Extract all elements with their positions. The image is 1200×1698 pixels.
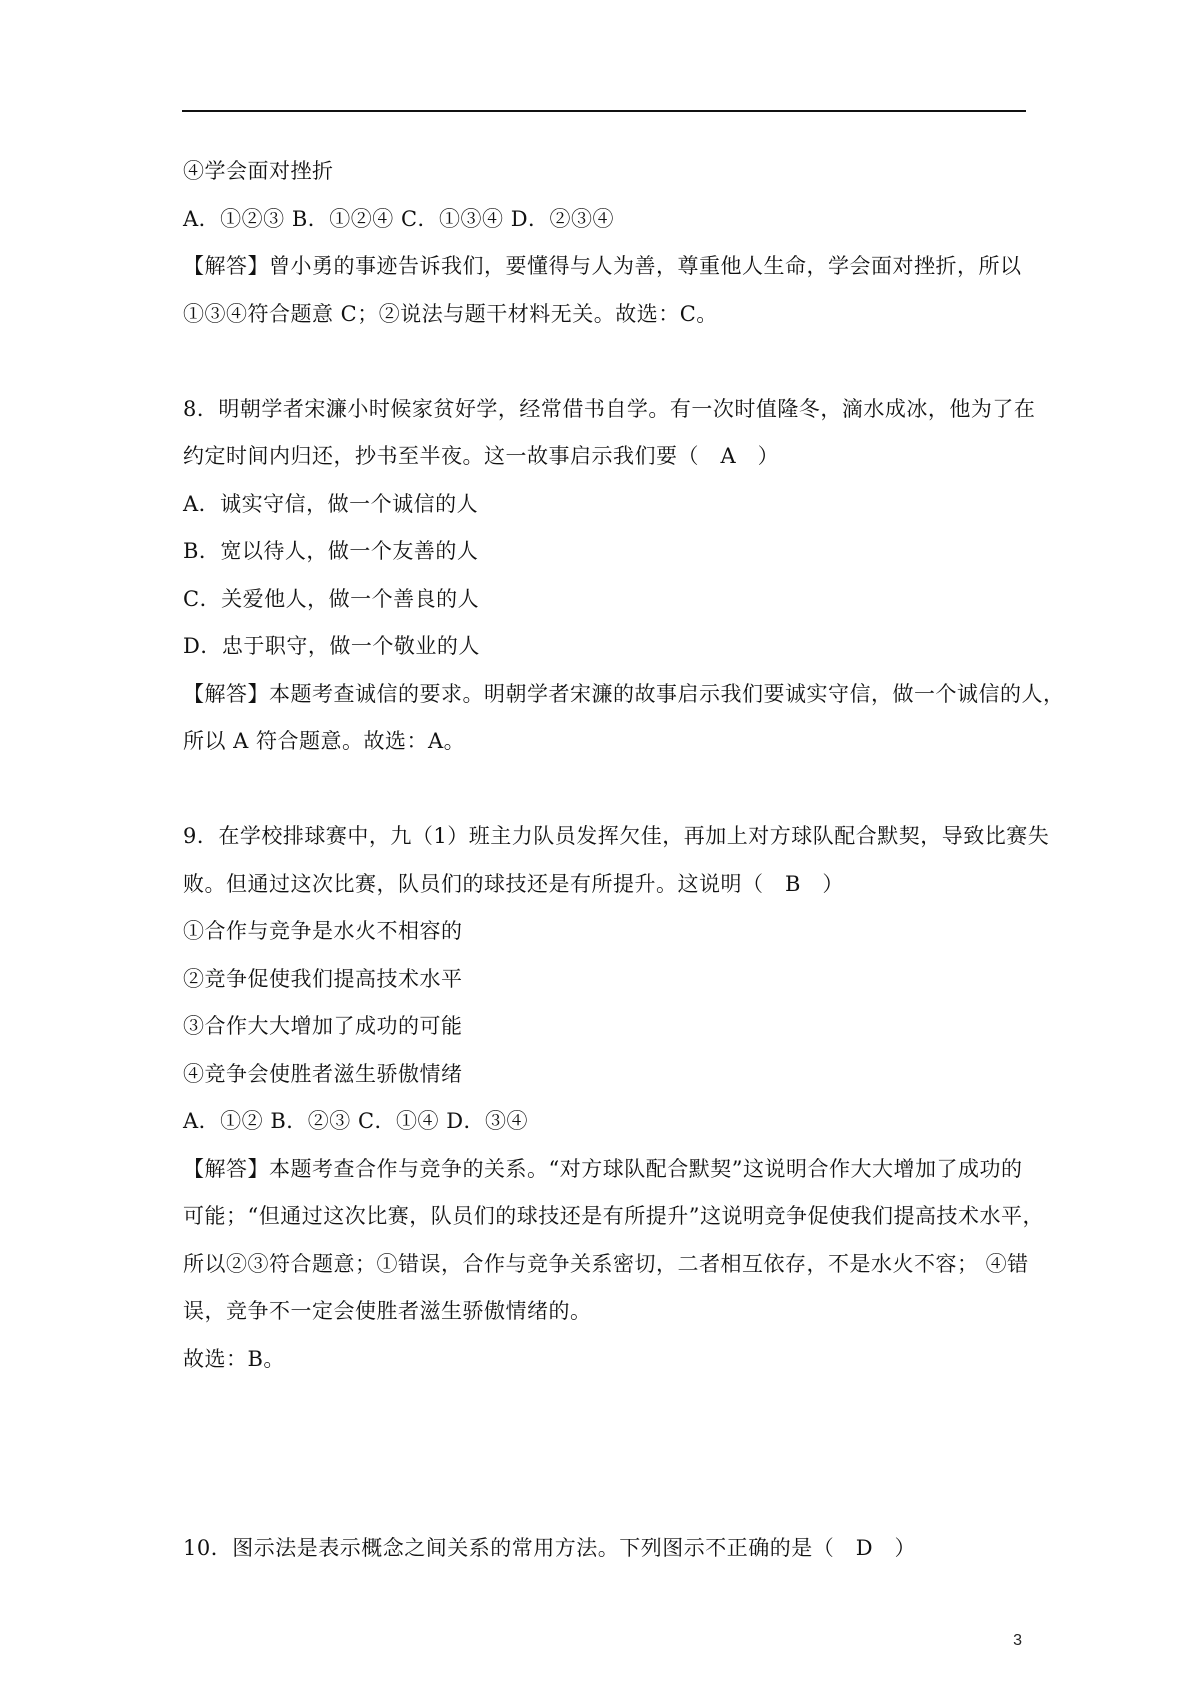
q9-stem-line-1: 9．在学校排球赛中，九（1）班主力队员发挥欠佳，再加上对方球队配合默契，导致比赛失 (183, 824, 1050, 848)
q9-answer-line-2: 可能；“但通过这次比赛，队员们的球技还是有所提升”这说明竞争促使我们提高技术水平， (183, 1204, 1044, 1228)
page-number: 3 (1013, 1632, 1022, 1649)
q9-stem-line-2: 败。但通过这次比赛，队员们的球技还是有所提升。这说明（ B ） (183, 871, 844, 896)
q8-option-b: B．宽以待人，做一个友善的人 (183, 539, 479, 563)
q9-answer-line-3: 所以②③符合题意；①错误，合作与竞争关系密切，二者相互依存，不是水火不容； ④错 (183, 1251, 1029, 1276)
q8-stem-line-2: 约定时间内归还，抄书至半夜。这一故事启示我们要（ A ） (183, 444, 780, 468)
q7-choices: A．①②③ B．①②④ C．①③④ D．②③④ (183, 206, 615, 231)
q9-answer-line-4: 误，竞争不一定会使胜者滋生骄傲情绪的。 (183, 1299, 592, 1323)
spacer (183, 766, 1033, 814)
q8-answer-line-1: 【解答】本题考查诚信的要求。明朝学者宋濂的故事启示我们要诚实守信，做一个诚信的人， (183, 681, 1065, 706)
q8-stem-line-1: 8．明朝学者宋濂小时候家贫好学，经常借书自学。有一次时值隆冬，滴水成冰，他为了在 (183, 396, 1036, 421)
q9-item-2: ②竞争促使我们提高技术水平 (183, 966, 463, 991)
q8-option-a: A．诚实守信，做一个诚信的人 (183, 491, 479, 516)
q9-conclusion: 故选：B。 (183, 1346, 285, 1371)
q9-item-1: ①合作与竞争是水火不相容的 (183, 919, 463, 943)
q8-option-d: D．忠于职守，做一个敬业的人 (183, 634, 480, 658)
q8-option-c: C．关爱他人，做一个善良的人 (183, 586, 480, 611)
q8-answer-line-2: 所以 A 符合题意。故选：A。 (183, 729, 466, 753)
q9-answer-line-1: 【解答】本题考查合作与竞争的关系。“对方球队配合默契”这说明合作大大增加了成功的 (183, 1156, 1023, 1181)
q9-choices: A．①② B．②③ C．①④ D．③④ (183, 1109, 529, 1133)
q7-item-4: ④学会面对挫折 (183, 159, 334, 183)
q10-stem: 10．图示法是表示概念之间关系的常用方法。下列图示不正确的是（ D ） (183, 1536, 917, 1560)
spacer (183, 338, 1033, 386)
q9-item-4: ④竞争会使胜者滋生骄傲情绪 (183, 1061, 463, 1086)
q9-item-3: ③合作大大增加了成功的可能 (183, 1014, 463, 1038)
page-content (183, 148, 1065, 1573)
q7-answer-line-2: ①③④符合题意 C；②说法与题干材料无关。故选：C。 (183, 301, 718, 326)
header-rule (182, 110, 1026, 112)
q7-answer-line-1: 【解答】曾小勇的事迹告诉我们，要懂得与人为善，尊重他人生命，学会面对挫折，所以 (183, 254, 1022, 278)
spacer (183, 1383, 1033, 1525)
